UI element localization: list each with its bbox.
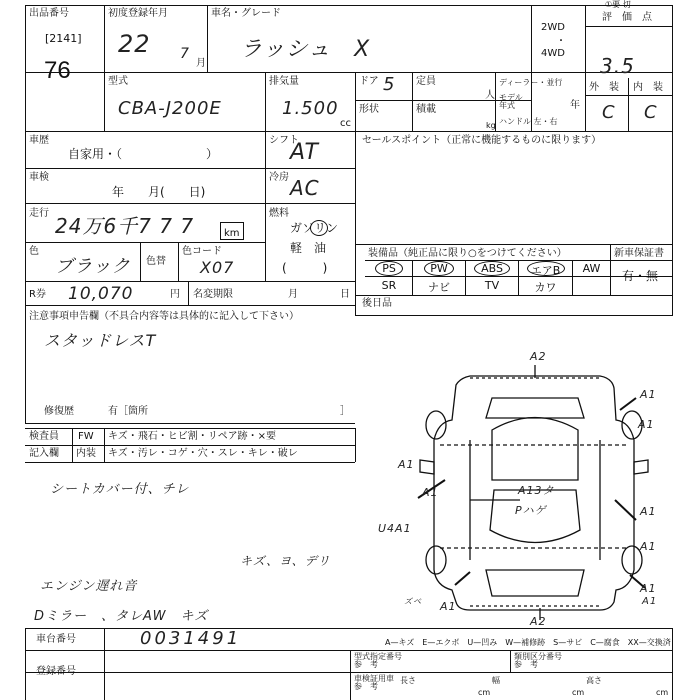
repair-label: 修復歴 — [44, 406, 74, 417]
handwritten-line2: キズ、ヨ、デリ — [240, 554, 331, 568]
type-label: 型式 — [108, 76, 128, 87]
equip-leather: カワ — [534, 281, 557, 294]
handwritten-line1: シートカバー付、チレ — [50, 482, 190, 497]
name-change-month: 月 — [288, 289, 298, 300]
lot-code: [2141] — [45, 32, 82, 45]
mileage-value: 24万6千7 7 7 — [55, 214, 195, 238]
ac-value: AC — [290, 176, 320, 200]
model-year-label: モデル 年式 — [499, 93, 523, 110]
inspector-label: 検査員 — [29, 431, 59, 442]
color-code-value: X07 — [200, 258, 235, 277]
fuel-diesel: 軽 油 — [290, 241, 327, 255]
repair-end: ］ — [340, 406, 350, 417]
load-label: 積載 — [416, 104, 436, 115]
door-label: ドア — [359, 76, 379, 87]
model-value: ラッシュ X — [240, 37, 371, 62]
handwritten-line3: エンジン遅れ音 — [40, 579, 138, 594]
km-unit: km — [224, 228, 240, 239]
type-value: CBA-J200E — [118, 98, 222, 119]
history-label: 車歴 — [29, 135, 49, 146]
equip-ps: PS — [382, 262, 396, 275]
class-label: 類別区分番号 参 考 — [514, 652, 562, 669]
height-label: 高さ — [586, 676, 602, 685]
kg-unit: kg — [486, 121, 496, 130]
dealer-label: ディーラー・並行 — [499, 78, 563, 87]
grade-label: 評 価 点 — [602, 12, 652, 23]
equip-abs: ABS — [481, 262, 503, 275]
fuel-gasoline: ガソリン — [290, 221, 339, 235]
fw-label: FW — [78, 431, 94, 442]
first-reg-label: 初度登録年月 — [108, 8, 168, 19]
mark-zube: ズベ — [404, 597, 422, 606]
shift-label: シフト — [269, 135, 299, 146]
tax-value: 10,070 — [68, 284, 134, 304]
capacity-label: 定員 — [416, 76, 436, 87]
drive-2wd: 2WD — [541, 22, 565, 33]
drive-4wd: 4WD — [541, 48, 565, 59]
chassis-value: 0031491 — [140, 628, 242, 649]
inspection-label: 車検 — [29, 172, 49, 183]
first-reg-month: 7 — [180, 46, 190, 62]
vehicle-cert-label: 車検証用車 参 考 — [354, 674, 394, 691]
equipment-label: 装備品（純正品に限り○をつけてください） — [368, 248, 567, 259]
mark-a13: A13タ — [518, 484, 555, 497]
mark-a1-fr: A1 — [640, 388, 657, 401]
lot-label: 出品番号 — [29, 8, 69, 19]
equip-airbag: エアB — [530, 264, 561, 277]
mark-a1-fr2: A1 — [638, 418, 655, 431]
width-cm: cm — [572, 688, 585, 697]
interior-items: キズ・汚レ・コゲ・穴・スレ・キレ・破レ — [108, 448, 298, 459]
mark-a1-rr2: A1 — [642, 596, 658, 607]
model-label: 車名・グレード — [211, 8, 281, 19]
fuel-paren: ( ) — [282, 261, 328, 275]
notes-value: スタッドレスT — [44, 331, 157, 350]
mark-a1-left: A1 — [398, 458, 415, 471]
displacement-value: 1.500 — [282, 98, 339, 119]
drive-dot: ・ — [556, 36, 566, 47]
exterior-label: 外 装 — [589, 82, 619, 93]
model-spec-label: 型式指定番号 参 考 — [354, 652, 402, 669]
color-value: ブラック — [55, 256, 131, 277]
tax-label: R券 — [29, 289, 46, 300]
exterior-value: C — [602, 102, 616, 123]
mark-a1-rl: A1 — [440, 600, 457, 613]
mark-a1-right2: A1 — [640, 540, 657, 553]
entry-label: 記入欄 — [29, 448, 59, 459]
mileage-label: 走行 — [29, 208, 49, 219]
damage-legend: A—キズ E—エクボ U—凹み W—補修跡 S—サビ C—腐食 XX—交換済 — [385, 638, 671, 647]
warranty-label: 新車保証書 — [614, 248, 664, 259]
fuel-label: 燃料 — [269, 208, 289, 219]
mark-u4a1: U4A1 — [378, 522, 412, 535]
length-label: 長さ — [400, 676, 416, 685]
sales-label: セールスポイント（正常に機能するものに限ります） — [362, 135, 602, 146]
equip-pw: PW — [430, 262, 448, 275]
fw-items: キズ・飛石・ヒビ割・リペア跡・×要 — [108, 431, 276, 442]
history-value: 自家用・（ ） — [68, 147, 219, 161]
interior-inspect-label: 内装 — [76, 448, 96, 459]
cc-unit: cc — [340, 118, 351, 129]
color-change-label: 色替 — [146, 256, 166, 267]
interior-label: 内 装 — [633, 82, 663, 93]
model-year-unit: 年 — [570, 100, 580, 111]
equip-tv: TV — [484, 279, 500, 292]
reg-label: 登録番号 — [36, 666, 76, 677]
equip-sr: SR — [381, 279, 397, 292]
door-value: 5 — [383, 74, 396, 95]
height-cm: cm — [656, 688, 669, 697]
shape-label: 形状 — [359, 104, 379, 115]
grade-value: 3.5 — [600, 54, 635, 78]
inspection-value: 年 月( 日) — [112, 185, 206, 199]
mark-a1-left2: A1 — [422, 486, 439, 499]
capacity-unit: 人 — [485, 90, 495, 101]
mark-a2-rear: A2 — [530, 615, 547, 628]
shift-value: AT — [290, 140, 319, 165]
repair-value: 有［箇所 — [108, 406, 148, 417]
first-reg-year: 22 — [118, 30, 151, 58]
equip-navi: ナビ — [428, 281, 450, 294]
length-cm: cm — [478, 688, 491, 697]
lot-number: 76 — [44, 57, 71, 84]
mark-p-hage: Pハゲ — [515, 504, 547, 517]
tax-yen: 円 — [170, 289, 180, 300]
color-label: 色 — [29, 246, 39, 257]
name-change-label: 名変期限 — [193, 289, 233, 300]
month-unit: 月 — [196, 58, 206, 69]
warranty-value: 有・無 — [622, 269, 659, 283]
displacement-label: 排気量 — [269, 76, 299, 87]
color-code-label: 色コード — [182, 246, 222, 257]
mark-a1-rr: A1 — [640, 582, 657, 595]
postscript-label: 後日品 — [362, 298, 392, 309]
handle-label: ハンドル 左・右 — [499, 117, 558, 126]
equip-aw: AW — [582, 262, 601, 275]
mark-a1-right: A1 — [640, 505, 657, 518]
handwritten-line4: Dミラー 、タレAW キズ — [34, 609, 209, 624]
ac-label: 冷房 — [269, 172, 289, 183]
top-right-text: ①要 切 — [605, 0, 631, 9]
width-label: 幅 — [492, 676, 500, 685]
notes-label: 注意事項申告欄（不具合内容等は具体的に記入して下さい） — [29, 311, 299, 322]
mark-a2-front: A2 — [530, 350, 547, 363]
name-change-day: 日 — [340, 289, 350, 300]
chassis-label: 車台番号 — [36, 634, 76, 645]
interior-value: C — [644, 102, 658, 123]
